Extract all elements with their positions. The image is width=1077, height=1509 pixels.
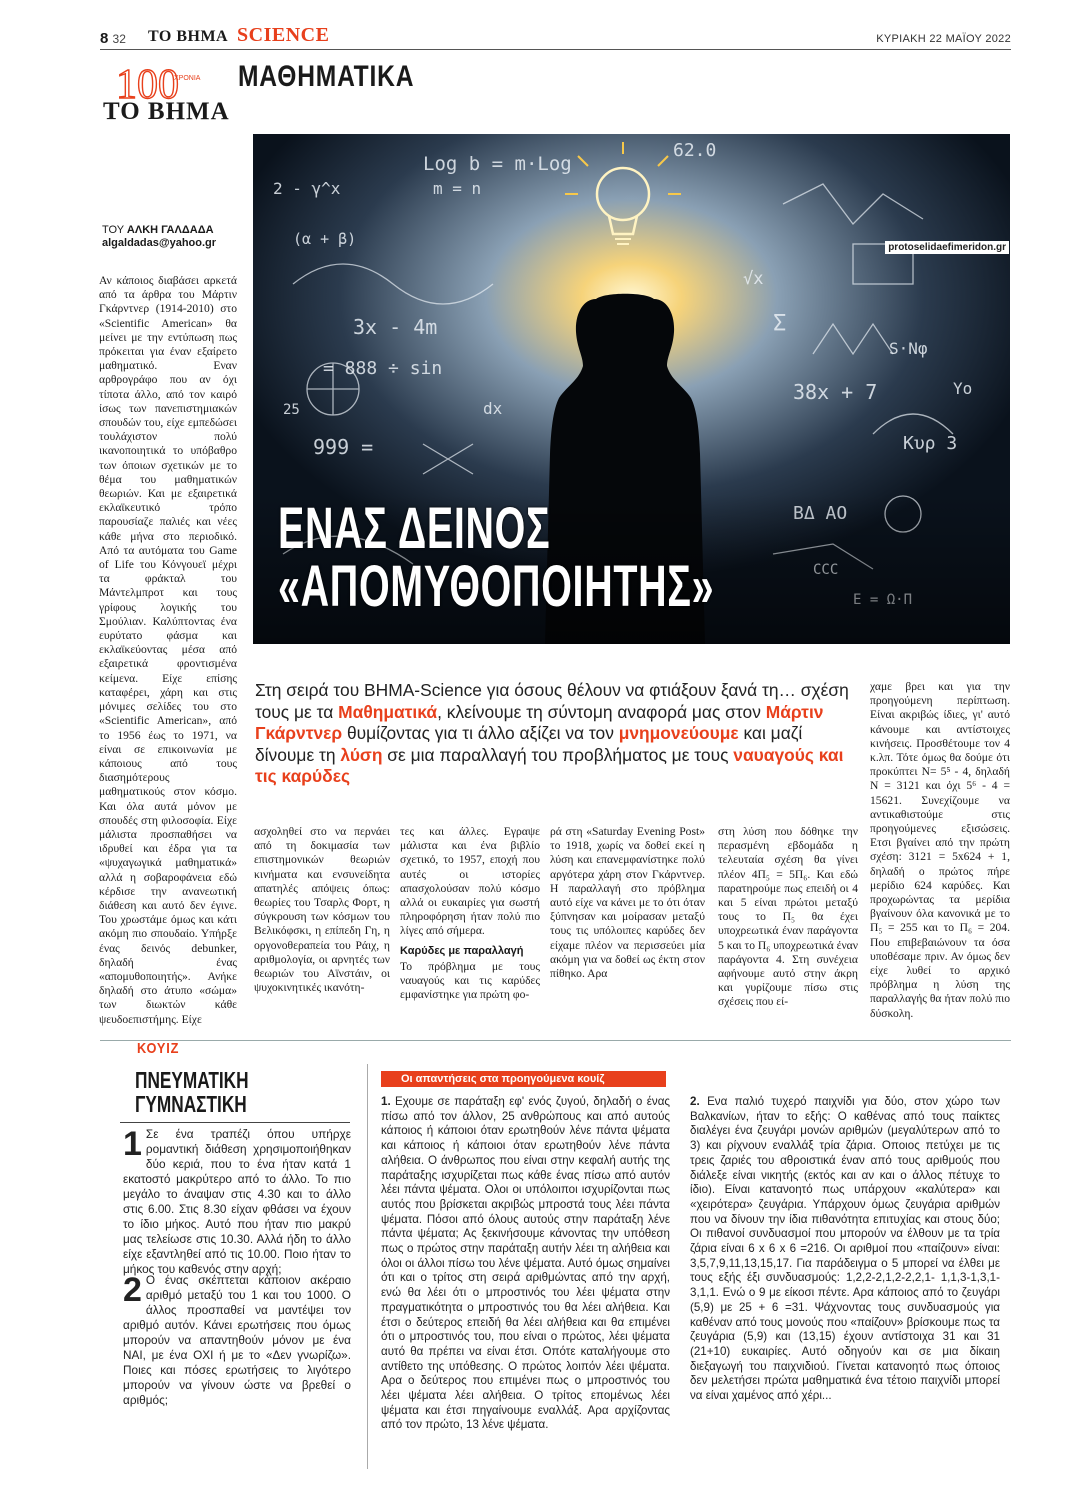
question-text: Σε ένα τραπέζι όπου υπήρχε ρομαντική διάθεση χρησιμοποιήθηκαν δύο κεριά, που το ένα ήταν κατά 1 εκατοστό μακρύτερο από το άλλο. Το πιο μεγάλο το άναψαν στις 4.30 και το άλλο στις 6.00. Στις 8.30 είχαν φθάσει να έχουν το ίδιο μήκος. Αυτό που ήταν πιο μακρύ μας τελείωσε στις 10.30. Αλλά ήδη το άλλο είχε εξαντληθεί από τις 10.00. Ποιο ήταν το μήκος του καθενός στην αρχή; — [123, 1127, 351, 1276]
lede-highlight: Μάρτιν Γκάρντνερ — [255, 701, 824, 743]
logo-word: ΧΡΟΝΙΑ — [174, 75, 201, 82]
section-label: SCIENCE — [237, 24, 330, 46]
quiz-question-2 — [123, 1273, 351, 1408]
svg-text:Log b = m·Log: Log b = m·Log — [423, 153, 572, 175]
quiz-title-line-2: ΓΥΜΝΑΣΤΙΚΗ — [135, 1091, 247, 1117]
article-lede: Στη σειρά του ΒΗΜΑ-Science για όσους θέλουν να φτιάξουν ξανά τη… σχέση τους με τα Μαθηματικά, κλείνουμε τη σύντομη αναφορά μας στον Μάρτιν Γκάρντνερ θυμίζοντας για τι άλλο αξίζει να τον μνημονεύουμε και μαζί δίνουμε τη λύση σε μια παραλλαγή του προβλήματος με τους ναυαγούς και τις καρύδες — [255, 680, 849, 786]
question-number: 2 — [123, 1271, 142, 1309]
svg-text:25: 25 — [283, 402, 300, 418]
article-text: Αν κάποιος διαβάσει αρκετά από τα άρθρα του Μάρτιν Γκάρντνερ (1914-2010) στο «Scientific American» θα μείνει με την εντύπωση πως πρόκειται για έναν εξαίρετο μαθηματικό. Εναν αρθρογράφο που αν όχι τίποτα άλλο, από τον καιρό ίσως των πανεπιστημιακών σπουδών του, είχε εμπεδώσει τουλάχιστον πολύ ικανοποιητικά το υπόβαθρο των όποιων σχετικών με το θέμα του μαθηματικών θεωριών. Και με εξαιρετικά εκλαϊκευτικό τρόπο παρουσίαζε παλιές και νέες κάθε μήνα στο περιοδικό. Από τα αυτόματα του Game of Life του Κόνγουεϊ μέχρι τα φράκταλ του Μάντελμπροτ και τους γρίφους λογικής του Σμούλιαν. Καλύπτοντας ένα ευρύτατο φάσμα και εκλαϊκεύοντας μέσα από εξαιρετικά φροντισμένα κείμενα. Είχε επίσης καταφέρει, χάρη και στις μόνιμες σελίδες του στο «Scientific American», από το 1956 έως το 1971, να είναι σε επικοινωνία με κάποιους από τους διασημότερους μαθηματικούς στον κόσμο. Και όλα αυτά μόνον με σπουδές στη φιλοσοφία. Είχε μάλιστα προσπαθήσει να ιδρυθεί και έδρα για τα «ψυχαγωγικά μαθηματικά» αλλά η σοβαροφάνεια εδώ κέρδισε την ανανεωτική διάθεση και αυτό δεν έγινε. Του χρωστάμε όμως και κάτι ακόμη πιο σπουδαίο. Υπήρξε ένας δεινός debunker, δηλαδή ένας «απομυθοποιητής». Ανήκε δηλαδή στο άτυπο «σώμα» των διωκτών κάθε ψευδοεπιστήμης. Είχε — [99, 274, 237, 1026]
headline-line-1: ΕΝΑΣ ΔΕΙΝΟΣ — [278, 496, 551, 561]
svg-text:Σ: Σ — [773, 311, 787, 336]
page-number: 8 32 — [100, 30, 126, 47]
svg-text:Yo: Yo — [953, 379, 973, 398]
newspaper-name: ΤΟ ΒΗΜΑ — [148, 28, 229, 45]
article-column-4: ρά στη «Saturday Evening Post» το 1918, χωρίς να δοθεί εκεί η λύση και επανεμφανίστηκε πολύ αργότερα χάρη στον Γκάρντνερ. Η παραλλαγή στο πρόβλημα αυτό είχε να κάνει με το ότι όταν ξύπνησαν και μοίρασαν μεταξύ τους τις υπόλοιπες καρύδες δεν είχαμε πλέον να περισσεύει μία ακόμη για να δοθεί ως έκτη στον πίθηκο. Αρα — [550, 825, 705, 981]
svg-text:3x - 4m: 3x - 4m — [353, 315, 438, 339]
lede-highlight: ναυαγούς και τις καρύδες — [255, 744, 844, 786]
quiz-title-line-1: ΠΝΕΥΜΑΤΙΚΗ — [135, 1067, 249, 1093]
svg-text:m = n: m = n — [433, 179, 482, 198]
header-rule — [100, 49, 1011, 50]
quiz-question-1 — [123, 1127, 351, 1277]
quiz-answer-2 — [690, 1095, 1000, 1404]
answers-title-bar: Οι απαντήσεις στα προηγούμενα κουίζ — [381, 1071, 666, 1087]
question-number: 1 — [123, 1125, 142, 1163]
lede-highlight: λύση — [340, 744, 383, 765]
svg-text:dx: dx — [483, 399, 503, 418]
rubric-title: ΜΑΘΗΜΑΤΙΚΑ — [238, 60, 415, 93]
question-text: Ο ένας σκέπτεται κάποιον ακέραιο αριθμό μεταξύ του 1 και του 1000. Ο άλλος προσπαθεί να μαντέψει τον αριθμό αυτόν. Κάνει ερωτήσεις που όμως μπορούν να απαντηθούν μόνον με ένα ΝΑΙ, με ένα ΟΧΙ ή με το «Δεν γνωρίζω». Ποιες και πόσες ερωτήσεις το λιγότερο μπορούν να γίνουν ώστε να βρεθεί ο αριθμός; — [123, 1273, 351, 1407]
svg-text:= 888 ÷ sin: = 888 ÷ sin — [323, 358, 443, 379]
logo-number: 100 — [116, 62, 179, 106]
svg-text:Κυρ 3: Κυρ 3 — [903, 433, 958, 454]
svg-text:2 - γ^x: 2 - γ^x — [273, 179, 341, 198]
article-subhead: Καρύδες με παραλλαγή — [400, 944, 524, 957]
byline — [102, 224, 216, 250]
article-column-2: ασχοληθεί στο να περνάει από τη δοκιμασία των επιστημονικών θεωριών κινήματα και ενσυνείδητα απατηλές απόψεις όπως: θεωρίες του Τσαρλς Φορτ, η σύγκρουση των κόσμων του Βελικόφσκι, η επίπεδη Γη, η οργονοθεραπεία του Ράιχ, η αριθμολογία, οι αρνητές των θεωριών του Αϊνστάιν, οι ψυχοκινητικές ικανότη- — [254, 825, 390, 995]
svg-text:999 =: 999 = — [313, 435, 374, 459]
article-column-6: χαμε βρει και για την προηγούμενη περίπτωση. Είναι ακριβώς ίδιες, γι' αυτό κάνουμε και αντίστοιχες κινήσεις. Προσθέτουμε τον 4 κ.λπ. Τότε όμως θα δούμε ότι προκύπτει N= 5⁵ - 4, δηλαδή N = 3121 και όχι 5⁶ - 4 = 15621. Συνεχίζουμε να αντικαθιστούμε στις προηγούμενες εξισώσεις. Ετσι βγαίνει από την πρώτη σχέση: 3121 = 5x624 + 1, δηλαδή ο πρώτος πήρε μερίδιο 624 καρύδες. Και προχωρώντας τα μερίδια βγαίνουν όλα κανονικά με το Π₅ = 255 και το Π₆ = 204. Που επιβεβαιώνουν τα όσα υποθέσαμε πριν. Αν όμως δεν είχε λυθεί το αρχικό πρόβλημα η λύση της παραλλαγής θα ήταν πολύ πιο δύσκολη. — [870, 680, 1010, 1020]
lede-highlight: μνημονεύουμε — [618, 723, 739, 743]
headline-line-2: «ΑΠΟΜΥΘΟΠΟΙΗΤΗΣ» — [278, 554, 715, 619]
article-column-5: στη λύση που δόθηκε την περασμένη εβδομάδα η τελευταία σχέση θα γίνει πλέον 4Π₅ = 5Π₆. Και εδώ παρατηρούμε πως επειδή οι 4 και 5 είναι πρώτοι μεταξύ τους το Π₅ θα έχει υποχρεωτικά έναν παράγοντα 5 και το Π₆ υποχρεωτικά έναν παράγοντα 4. Στη συνέχεια αφήνουμε αυτό στην άκρη και γυρίζουμε πίσω στις σχέσεις που εί- — [718, 825, 858, 1009]
article-headline — [278, 496, 715, 619]
svg-text:62.0: 62.0 — [673, 140, 717, 161]
answer-number: 2. — [690, 1095, 700, 1108]
svg-text:(α + β): (α + β) — [293, 230, 357, 248]
column-divider — [367, 1064, 368, 1469]
quiz-tag: ΚΟΥΙΖ — [137, 1040, 180, 1057]
byline-author: ΑΛΚΗ ΓΑΛΔΑΔΑ — [126, 224, 214, 236]
answer-number: 1. — [381, 1095, 391, 1108]
lede-highlight: Μαθηματικά — [338, 701, 438, 722]
byline-email: algaldadas@yahoo.gr — [102, 237, 217, 249]
logo-name: ΤΟ ΒΗΜΑ — [103, 98, 230, 125]
svg-text:S·Nφ: S·Nφ — [889, 339, 928, 358]
article-column-3: τες και άλλες. Εγραψε μάλιστα και ένα βιβλίο σχετικό, το 1957, εποχή που αυτές οι ιστορίες απασχολούσαν πολύ κόσμο αλλά οι ευκαιρίες για σωστή πληροφόρηση ήταν πολύ πιο λίγες από σήμερα. Καρύδες με παραλλαγή Το πρόβλημα με τους ναυαγούς και τις καρύδες εμφανίστηκε για πρώτη φο- — [400, 825, 540, 1002]
quiz-rule — [120, 1122, 350, 1123]
article-column-1 — [99, 274, 237, 1027]
quiz-answer-1 — [381, 1095, 670, 1433]
svg-text:√x: √x — [743, 269, 764, 289]
svg-text:38x + 7: 38x + 7 — [793, 380, 878, 404]
issue-date: ΚΥΡΙΑΚΗ 22 ΜΑΪΟΥ 2022 — [876, 33, 1011, 45]
answer-text: Εχουμε σε παράταξη εφ' ενός ζυγού, δηλαδή ο ένας πίσω από τον άλλον, 25 ανθρώπους και από αυτούς κάποιος ή κάποιοι όταν ερωτηθούν λένε πάντα ψέματα και κάποιος ή κάποιοι όταν ερωτηθούν λένε πάντα αλήθεια. Ο άνθρωπος που είναι στην κεφαλή αυτής της παράταξης ισχυρίζεται πως κάθε ένας πίσω από αυτόν λέει πάντα ψέματα. Ολοι οι υπόλοιποι ισχυρίζονται πως αυτός που βρίσκεται ακριβώς μπροστά τους λέει πάντα ψέματα. Πόσοι από όλους αυτούς στην παράταξη λένε πάντα ψέματα; Ας ξεκινήσουμε κάνοντας την υπόθεση πως ο πρώτος στην παράταξη αυτήν λέει τη αλήθεια και όλοι οι άλλοι πίσω του λένε ψέματα. Αυτό όμως σημαίνει ότι και ο τρίτος στη σειρά αριθμώντας από την αρχή, ενώ θα λέει ότι ο μπροστινός του λέει ψέματα στην πραγματικότητα ο μπροστινός του θα λέει αλήθεια. Και έτσι ο δεύτερος επειδή θα λέει αλήθεια και θα επιμένει ότι ο μπροστινός του, που είναι ο πρώτος, λέει ψέματα αυτό θα πρέπει να είναι έτσι. Οπότε καταλήγουμε στο αντίθετο της υπόθεσης. Ο πρώτος λοιπόν λέει ψέματα. Αρα ο δεύτερος που επιμένει πως ο μπροστινός του λέει ψέματα λέει αλήθεια. Ο τρίτος επομένως λέει ψέματα και έτσι πηγαίνουμε εναλλάξ. Αρα αρχίζοντας από τον πρώτο, 13 λένε ψέματα. — [381, 1095, 670, 1432]
quiz-title — [135, 1068, 249, 1116]
byline-prefix: ΤΟΥ — [102, 224, 127, 236]
source-watermark: protoselidaefimeridon.gr — [885, 241, 1009, 254]
page-number-small: 32 — [112, 32, 126, 46]
answer-text: Ενα παλιό τυχερό παιχνίδι για δύο, στον χώρο των Βαλκανίων, ήταν το εξής: Ο καθένας από τους παίκτες διαλέγει ένα ζευγάρι μονών αριθμών (μεγαλύτερων από το 3) και ρίχνουν εναλλάξ τρία ζάρια. Οποιος πετύχει με τις τρεις ζαριές του αθροιστικά έναν από τους αριθμούς που διάλεξε είναι νικητής (εκτός και αν και ο άλλος πέτυχε το ίδιο). Είναι κατανοητό πως υπάρχουν «καλύτερα» και «χειρότερα» ζευγάρια. Υπάρχουν όμως ζευγάρια αριθμών που να δίνουν την ίδια πιθανότητα επιτυχίας και στους δύο; Οι πιθανοί συνδυασμοί που μπορούν να έλθουν με τα τρία ζάρια είναι 6 x 6 x 6 =216. Οι αριθμοί που «παίζουν» είναι: 3,5,7,9,11,13,15,17. Για παράδειγμα ο 5 μπορεί να έλθει με τους εξής έξι συνδυασμούς: 1,2,2-2,1,2-2,2,1- 1,1,3-1,3,1-3,1,1. Ενώ ο 9 με είκοσι πέντε. Αρα κάποιος από το ζευγάρι (5,9) με 25 + 6 =31. Ψάχνοντας τους συνδυασμούς για καθέναν από τους μονούς που «παίζουν» βρίσκουμε πως τα ζευγάρια (5,9) και (13,15) έχουν αντίστοιχα 31 και 31 (21+10) ευκαιρίες. Αυτό οδηγούν και σε μια δίκαιη διεξαγωγή του παιχνιδιού. Γίνεται κατανοητό πως όποιος δεν μελετήσει πρώτα μαθηματικά ένα τέτοιο παιχνίδι μπορεί να είναι χαμένος από χέρι... — [690, 1095, 1000, 1403]
